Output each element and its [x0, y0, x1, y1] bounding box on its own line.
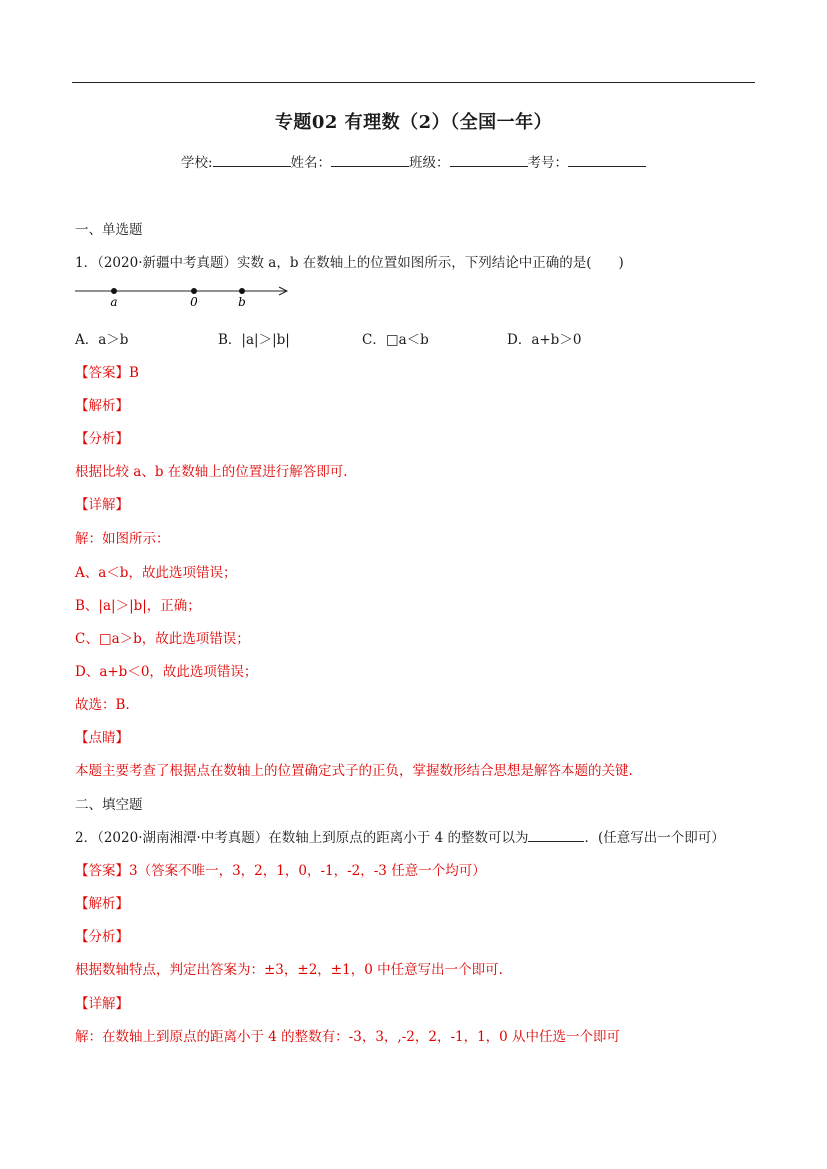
- number-line-point: [239, 288, 245, 294]
- q1-reasoning-text: 根据比较 a、b 在数轴上的位置进行解答即可.: [75, 464, 348, 480]
- q1-solution-line: A、a＜b，故此选项错误；: [75, 565, 237, 581]
- class-blank[interactable]: [450, 154, 528, 167]
- q1-comment-text: 本题主要考查了根据点在数轴上的位置确定式子的正负，掌握数形结合思想是解答本题的关键.: [75, 763, 633, 779]
- q2-analysis-heading: 【解析】: [75, 896, 129, 912]
- name-label: 姓名：: [290, 155, 332, 171]
- number-line-point: [111, 288, 117, 294]
- section-heading-single-choice: 一、单选题: [75, 222, 143, 238]
- school-blank[interactable]: [213, 154, 291, 167]
- q2-answer: 【答案】3（答案不唯一，3，2，1，0，-1，-2，-3 任意一个均可）: [75, 863, 486, 879]
- student-info-line: [0, 151, 827, 171]
- q1-analysis-heading: 【解析】: [75, 398, 129, 414]
- option-d[interactable]: D．a+b＞0: [507, 332, 582, 348]
- question-2-answer-blank[interactable]: [528, 829, 584, 842]
- q2-detail-text: 解：在数轴上到原点的距离小于 4 的整数有：-3，3，,-2，2，-1，1，0 从中任选一个即可: [75, 1029, 621, 1045]
- question-2-stem: [75, 826, 725, 846]
- option-a[interactable]: A．a＞b: [75, 332, 129, 348]
- q2-detail-heading: 【详解】: [75, 996, 129, 1012]
- q1-detail-heading: 【详解】: [75, 497, 129, 513]
- name-blank[interactable]: [331, 154, 409, 167]
- exam-number-label: 考号：: [527, 155, 569, 171]
- q1-reasoning-heading: 【分析】: [75, 431, 129, 447]
- option-c[interactable]: C．□a＜b: [362, 332, 429, 348]
- q2-reasoning-text: 根据数轴特点，判定出答案为：±3，±2，±1，0 中任意写出一个即可.: [75, 962, 503, 978]
- q2-reasoning-heading: 【分析】: [75, 929, 129, 945]
- q1-solution-line: C、□a＞b，故此选项错误；: [75, 631, 250, 647]
- number-line-figure: [72, 281, 294, 311]
- exam-number-blank[interactable]: [568, 154, 646, 167]
- number-line-label: 0: [190, 295, 198, 309]
- option-b[interactable]: B．|a|＞|b|: [218, 332, 290, 348]
- page-title: 专题02 有理数（2）（全国一年）: [274, 112, 553, 133]
- question-2-stem-end: ．(任意写出一个即可）: [584, 830, 725, 846]
- school-label: 学校:: [180, 155, 213, 171]
- q1-solution-line: 解：如图所示：: [75, 531, 170, 547]
- number-line-point: [191, 288, 197, 294]
- number-line-label: a: [110, 295, 118, 309]
- q1-solution-line: D、a+b＜0，故此选项错误；: [75, 664, 258, 680]
- q1-answer: 【答案】B: [75, 365, 139, 381]
- top-rule: [72, 82, 755, 83]
- class-label: 班级：: [409, 155, 450, 171]
- number-line-label: b: [238, 295, 246, 309]
- q1-comment-heading: 【点睛】: [75, 730, 129, 746]
- section-heading-fill-blank: 二、填空题: [75, 797, 143, 813]
- question-1-stem: 1．（2020·新疆中考真题）实数 a，b 在数轴上的位置如图所示，下列结论中正确的是( ): [75, 255, 624, 271]
- question-2-stem-start: 2．（2020·湖南湘潭·中考真题）在数轴上到原点的距离小于 4 的整数可以为: [75, 830, 529, 846]
- q1-solution-line: 故选：B.: [75, 697, 130, 713]
- q1-solution-line: B、|a|＞|b|，正确；: [75, 598, 201, 614]
